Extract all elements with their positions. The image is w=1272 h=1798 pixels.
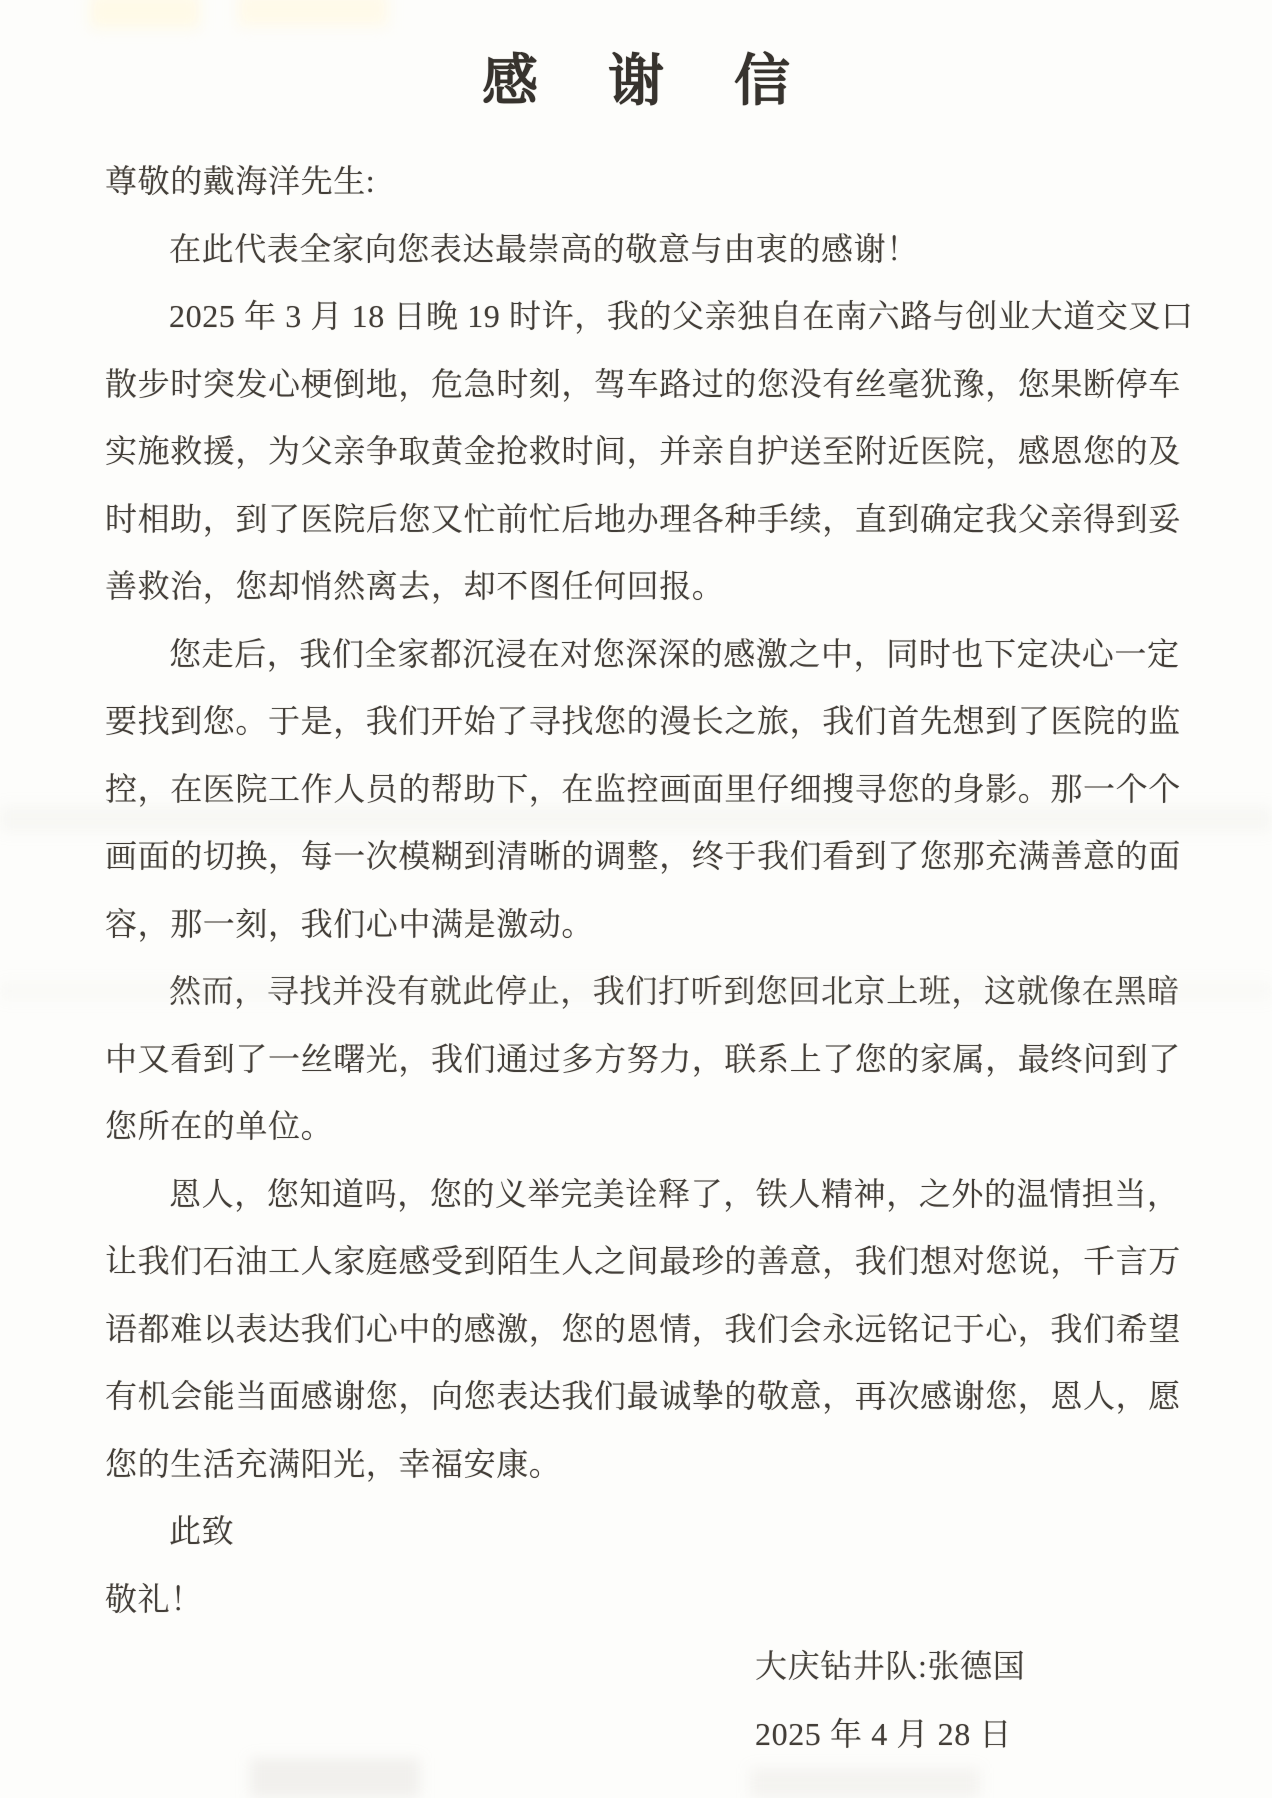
body-line: 画面的切换，每一次模糊到清晰的调整，终于我们看到了您那充满善意的面 — [105, 838, 1181, 874]
signature-block — [755, 1633, 1272, 1768]
paper-shade — [238, 0, 388, 26]
body-line: 让我们石油工人家庭感受到陌生人之间最珍的善意，我们想对您说，千言万 — [105, 1243, 1181, 1279]
body-line: 中又看到了一丝曙光，我们通过多方努力，联系上了您的家属，最终问到了 — [105, 1040, 1181, 1077]
body-line: 此致 — [169, 1513, 235, 1549]
body-line: 恩人，您知道吗，您的义举完美诠释了，铁人精神，之外的温情担当， — [169, 1175, 1180, 1212]
body-line: 然而，寻找并没有就此停止，我们打听到您回北京上班，这就像在黑暗 — [169, 973, 1180, 1009]
body-line: 您所在的单位。 — [105, 1108, 334, 1144]
signature-date: 2025 年 4 月 28 日 — [755, 1715, 1013, 1752]
body-line: 要找到您。于是，我们开始了寻找您的漫长之旅，我们首先想到了医院的监 — [105, 703, 1181, 739]
body-line: 有机会能当面感谢您，向您表达我们最诚挚的敬意，再次感谢您，恩人，愿 — [105, 1378, 1181, 1414]
body-line: 容，那一刻，我们心中满是激动。 — [105, 905, 595, 942]
body-line: 实施救援，为父亲争取黄金抢救时间，并亲自护送至附近医院，感恩您的及 — [105, 433, 1181, 469]
body-line: 时相助，到了医院后您又忙前忙后地办理各种手续，直到确定我父亲得到妥 — [105, 500, 1181, 537]
paper-shade — [90, 0, 200, 28]
body-line: 在此代表全家向您表达最崇高的敬意与由衷的感谢！ — [169, 230, 919, 267]
signature-name: 大庆钻井队:张德国 — [755, 1648, 1026, 1684]
body-lines — [105, 216, 1272, 1634]
body-line: 散步时突发心梗倒地，危急时刻，驾车路过的您没有丝毫犹豫，您果断停车 — [105, 365, 1181, 402]
body-line: 善救治，您却悄然离去，却不图任何回报。 — [105, 568, 725, 604]
letter-body — [0, 148, 1272, 1768]
salutation: 尊敬的戴海洋先生: — [105, 163, 376, 199]
body-line: 您走后，我们全家都沉浸在对您深深的感激之中，同时也下定决心一定 — [169, 635, 1180, 672]
body-line: 敬礼！ — [105, 1580, 203, 1617]
paper-shade — [750, 1768, 980, 1798]
body-line: 语都难以表达我们心中的感激，您的恩情，我们会永远铭记于心，我们希望 — [105, 1310, 1181, 1347]
body-line: 2025 年 3 月 18 日晚 19 时许，我的父亲独自在南六路与创业大道交叉口 — [169, 298, 1194, 334]
body-line: 控，在医院工作人员的帮助下，在监控画面里仔细搜寻您的身影。那一个个 — [105, 770, 1181, 807]
letter-title: 感 谢 信 — [482, 51, 818, 113]
body-line: 您的生活充满阳光，幸福安康。 — [105, 1445, 562, 1482]
